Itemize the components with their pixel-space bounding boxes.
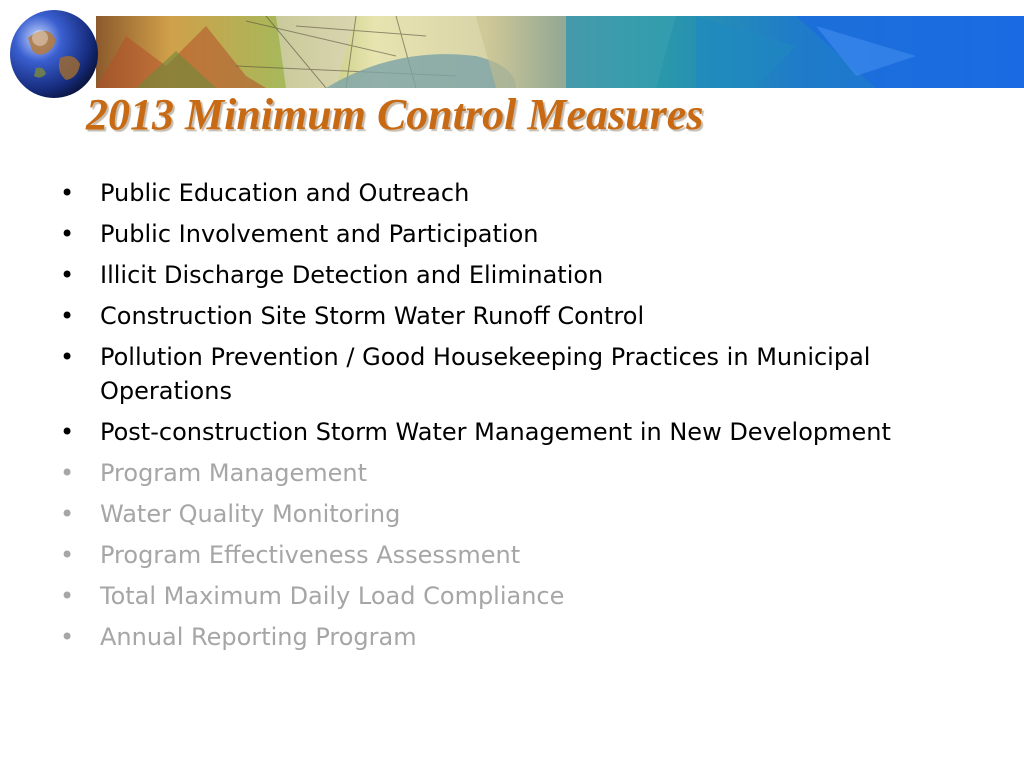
bullet-item	[60, 579, 960, 613]
bullet-text: Program Effectiveness Assessment	[100, 541, 521, 569]
bullet-text: Annual Reporting Program	[100, 623, 417, 651]
bullet-dot-icon: •	[60, 459, 75, 487]
bullet-dot-icon: •	[60, 541, 75, 569]
bullet-dot-icon: •	[60, 179, 75, 207]
bullet-item	[60, 217, 960, 251]
bullet-dot-icon: •	[60, 302, 75, 330]
bullet-dot-icon: •	[60, 418, 75, 446]
bullet-text: Post-construction Storm Water Management in New Development	[100, 418, 891, 446]
bullet-item	[60, 538, 960, 572]
slide-title: 2013 Minimum Control Measures	[86, 90, 704, 139]
bullet-dot-icon: •	[60, 261, 75, 289]
bullet-dot-icon: •	[60, 500, 75, 528]
bullet-text: Pollution Prevention / Good Housekeeping Practices in Municipal Operations	[100, 343, 871, 405]
bullet-text: Construction Site Storm Water Runoff Control	[100, 302, 645, 330]
bullet-item	[60, 340, 960, 408]
bullet-item	[60, 497, 960, 531]
bullet-text: Public Involvement and Participation	[100, 220, 539, 248]
bullet-list	[60, 176, 960, 661]
bullet-dot-icon: •	[60, 623, 75, 651]
bullet-item	[60, 258, 960, 292]
bullet-item	[60, 176, 960, 210]
bullet-text: Program Management	[100, 459, 367, 487]
bullet-text: Public Education and Outreach	[100, 179, 470, 207]
bullet-item	[60, 415, 960, 449]
bullet-dot-icon: •	[60, 220, 75, 248]
bullet-item	[60, 620, 960, 654]
bullet-item	[60, 299, 960, 333]
bullet-text: Illicit Discharge Detection and Elimination	[100, 261, 604, 289]
bullet-dot-icon: •	[60, 582, 75, 610]
bullet-item	[60, 456, 960, 490]
bullet-dot-icon: •	[60, 343, 75, 371]
bullet-text: Water Quality Monitoring	[100, 500, 401, 528]
aerial-map-banner-image	[96, 16, 1024, 88]
bullet-text: Total Maximum Daily Load Compliance	[100, 582, 565, 610]
